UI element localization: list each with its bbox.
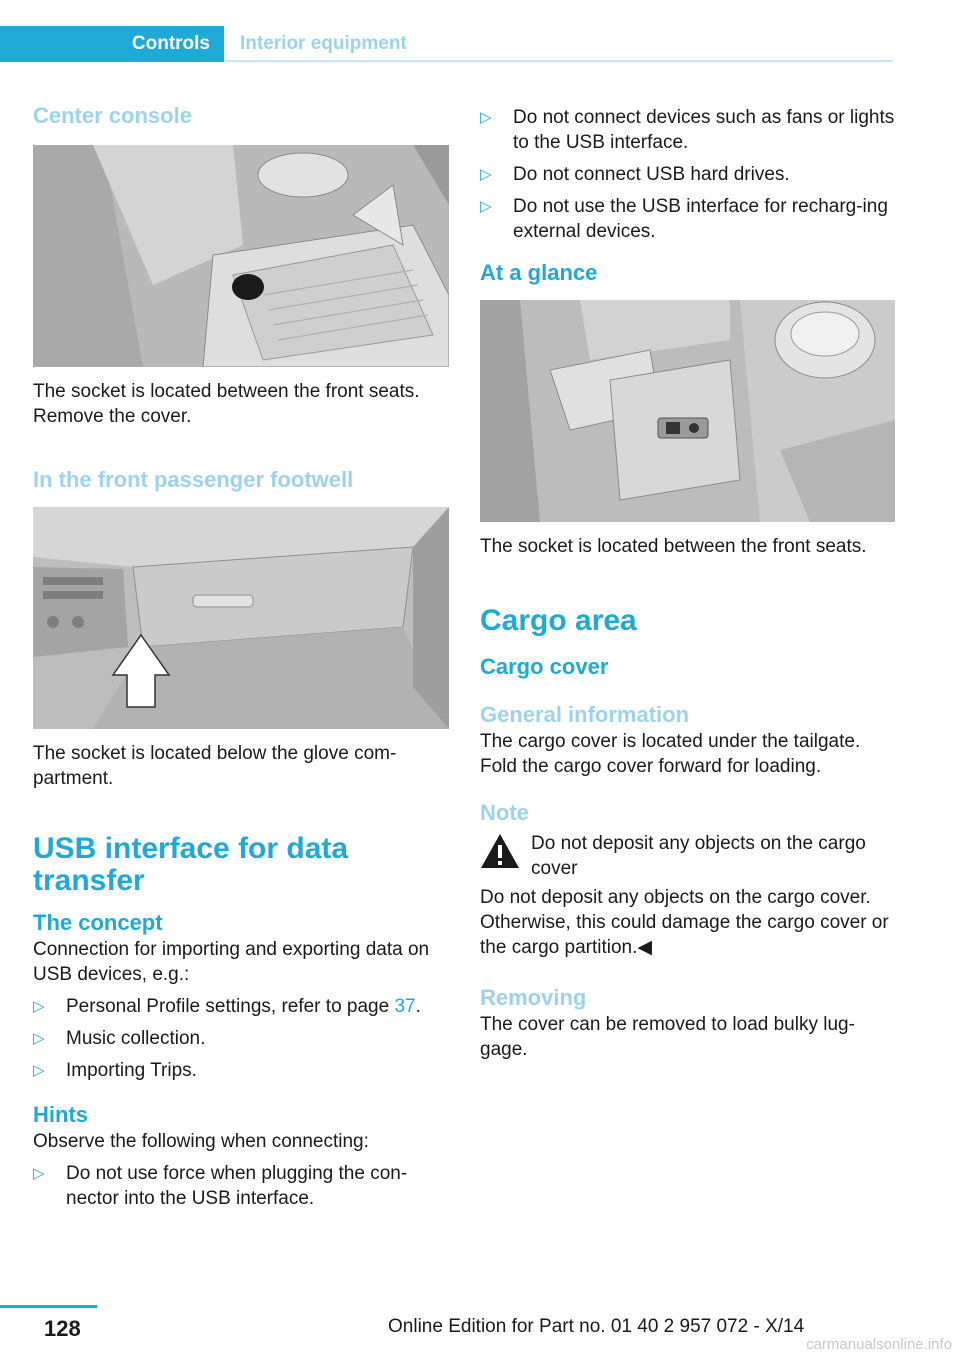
edition-text: Online Edition for Part no. 01 40 2 957 072 - X/14 <box>388 1316 805 1337</box>
triangle-bullet-icon: ▷ <box>33 998 45 1015</box>
figure-footwell <box>33 507 449 729</box>
right-column <box>480 95 896 1062</box>
warning-triangle-icon <box>480 833 520 869</box>
paragraph-hints: Observe the following when connecting: <box>33 1131 369 1152</box>
triangle-bullet-icon: ▷ <box>33 1062 45 1079</box>
heading-hints: Hints <box>33 1102 88 1127</box>
section-tab-interior-equipment[interactable]: Interior equipment <box>240 33 407 54</box>
triangle-bullet-icon: ▷ <box>33 1030 45 1047</box>
paragraph-footwell: The socket is located below the glove com-partment. <box>33 743 397 789</box>
paragraph-general-information: The cargo cover is located under the tailgate. Fold the cargo cover forward for loading. <box>480 731 861 777</box>
paragraph-center-console: The socket is located between the front seats. Remove the cover. <box>33 381 420 427</box>
heading-front-passenger-footwell: In the front passenger footwell <box>33 467 354 492</box>
heading-general-information: General information <box>480 702 690 727</box>
paragraph-removing: The cover can be removed to load bulky lug-gage. <box>480 1014 855 1060</box>
list-item <box>480 194 896 244</box>
watermark: carmanualsonline.info <box>806 1336 952 1353</box>
section-tab-controls[interactable]: Controls <box>0 26 224 62</box>
list-item-text: Do not connect USB hard drives. <box>513 164 790 185</box>
triangle-bullet-icon: ▷ <box>480 166 492 183</box>
list-item-text: Do not use force when plugging the con-nector into the USB interface. <box>66 1163 408 1209</box>
list-item <box>33 1161 449 1211</box>
figure-at-a-glance <box>480 300 895 522</box>
page-number: 128 <box>44 1316 81 1341</box>
concept-list <box>33 994 449 1083</box>
list-item-text: Do not connect devices such as fans or lights to the USB interface. <box>513 107 895 153</box>
list-item <box>33 1058 449 1083</box>
list-item-text: Personal Profile settings, refer to page <box>66 996 395 1017</box>
heading-at-a-glance: At a glance <box>480 260 598 285</box>
hints-list-continued <box>480 105 896 244</box>
header-divider <box>224 60 893 62</box>
heading-center-console: Center console <box>33 103 192 128</box>
list-item <box>480 162 896 187</box>
figure-center-console <box>33 145 449 367</box>
triangle-bullet-icon: ▷ <box>33 1165 45 1182</box>
heading-the-concept: The concept <box>33 910 163 935</box>
list-item-suffix: . <box>415 996 421 1017</box>
list-item-text: Do not use the USB interface for recharg-ing external devices. <box>513 196 888 242</box>
page-link[interactable]: 37 <box>394 996 416 1017</box>
list-item <box>480 105 896 155</box>
triangle-bullet-icon: ▷ <box>480 198 492 215</box>
triangle-bullet-icon: ▷ <box>480 109 492 126</box>
list-item-text: Importing Trips. <box>66 1060 197 1081</box>
paragraph-note: Do not deposit any objects on the cargo cover. Otherwise, this could damage the cargo cover or the cargo partition.◀ <box>480 887 889 958</box>
paragraph-concept: Connection for importing and exporting data on USB devices, e.g.: <box>33 939 430 985</box>
heading-note: Note <box>480 800 529 825</box>
heading-usb-interface: USB interface for data transfer <box>33 832 349 897</box>
footer-divider <box>0 1305 97 1308</box>
paragraph-at-a-glance: The socket is located between the front seats. <box>480 536 867 557</box>
left-column <box>33 95 449 1218</box>
heading-removing: Removing <box>480 985 587 1010</box>
heading-cargo-cover: Cargo cover <box>480 654 609 679</box>
page-header <box>0 26 893 62</box>
list-item <box>33 994 449 1019</box>
heading-cargo-area: Cargo area <box>480 604 637 637</box>
list-item <box>33 1026 449 1051</box>
list-item-text: Music collection. <box>66 1028 206 1049</box>
warning-title: Do not deposit any objects on the cargo cover <box>531 833 866 879</box>
hints-list <box>33 1161 449 1211</box>
warning-box <box>480 831 896 881</box>
